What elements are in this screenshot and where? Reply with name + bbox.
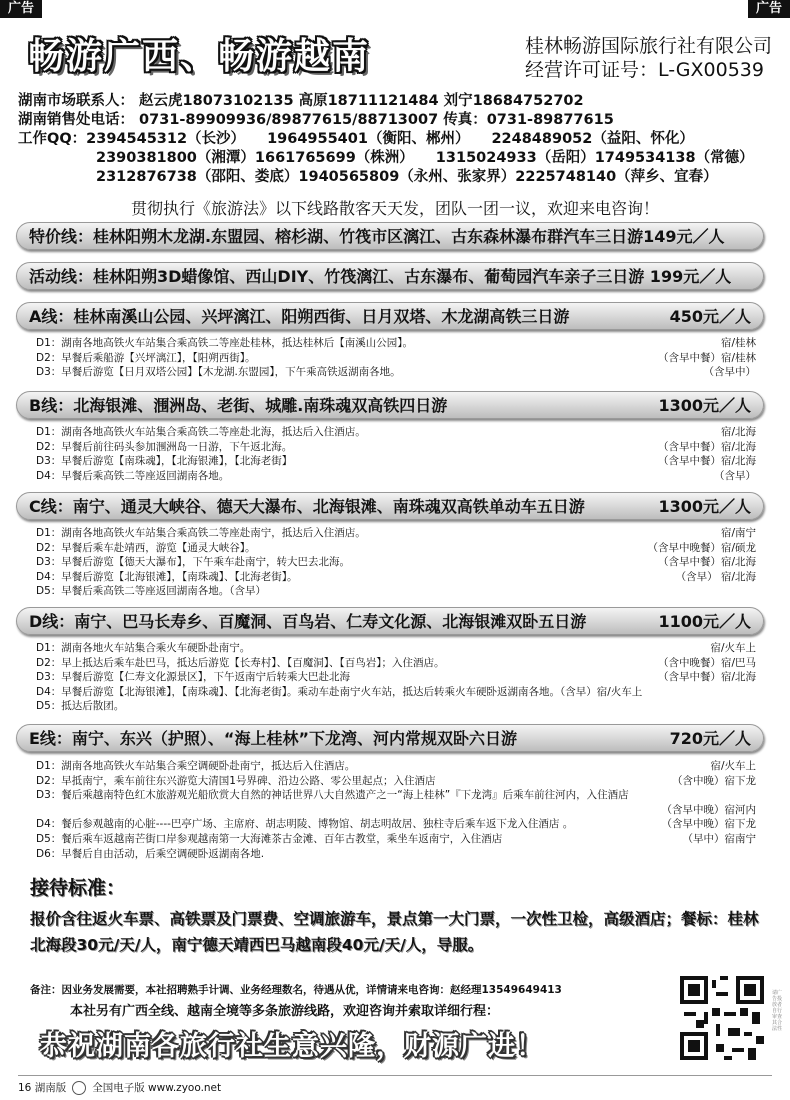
itinerary-e bbox=[36, 759, 756, 861]
itinerary-row: D3：早餐后游览【德天大瀑布】，下午乘车赴南宁，转大巴去北海。 （含早中餐）宿/北海 bbox=[36, 556, 756, 569]
qq-item: 1315024933（岳阳）1749534138（常德） bbox=[435, 150, 754, 166]
qq-row-3 bbox=[18, 168, 772, 187]
route-title: D线：南宁、巴马长寿乡、百魔洞、百鸟岩、仁寿文化源、北海银滩双卧五日游 bbox=[29, 612, 587, 631]
route-title: A线：桂林南溪山公园、兴坪漓江、阳朔西街、日月双塔、木龙湖高铁三日游 bbox=[29, 307, 570, 326]
route-bar-d bbox=[16, 607, 764, 635]
itinerary-a bbox=[36, 336, 756, 380]
memo-line: 备注：因业务发展需要，本社招聘熟手计调、业务经理数名，待遇从优，详情请来电咨询：赵经理13549649413 bbox=[30, 984, 562, 996]
itinerary-row: D4：早餐后乘高铁二等座返回湖南各地。 （含早） bbox=[36, 469, 756, 482]
route-price: 450元／人 bbox=[669, 307, 751, 326]
slogan-title: 畅游广西、畅游越南 bbox=[28, 36, 371, 77]
itinerary-row: D2：早餐后前往码头参加涠洲岛一日游，下午返北海。 （含早中餐）宿/北海 bbox=[36, 440, 756, 453]
itinerary-b bbox=[36, 425, 756, 483]
route-title: E线：南宁、东兴（护照）、“海上桂林”下龙湾、河内常规双卧六日游 bbox=[29, 729, 517, 748]
qq-row-1 bbox=[18, 130, 772, 149]
route-price: 1300元／人 bbox=[658, 396, 751, 415]
itinerary-row: D3：早餐后游览【仁寿文化源景区】，下午返南宁后转乘大巴赴北海 （含早中餐）宿/北海 bbox=[36, 671, 756, 684]
itinerary-row: D3：早餐后游览【日月双塔公园】【木龙湖.东盟园】，下午乘高铁返湖南各地。 （含早中） bbox=[36, 366, 756, 379]
itinerary-c bbox=[36, 526, 756, 599]
qq-item: 1964955401（衡阳、郴州） bbox=[267, 131, 470, 147]
route-bar-b bbox=[16, 391, 764, 419]
route-bar-e bbox=[16, 724, 764, 752]
qr-code-icon[interactable] bbox=[680, 976, 764, 1060]
itinerary-row: D1：湖南各地高铁火车站集合乘高铁二等座赴北海，抵达后入住酒店。 宿/北海 bbox=[36, 426, 756, 438]
itinerary-row: D4：早餐后游览【北海银滩】，【南珠魂】、【北海老街】。 （含早） 宿/北海 bbox=[36, 570, 756, 583]
route-title: 特价线：桂林阳朔木龙湖.东盟园、榕杉湖、竹筏市区漓江、古东森林瀑布群汽车三日游149元／人 bbox=[29, 227, 725, 246]
qq-item: 2248489052（益阳、怀化） bbox=[491, 131, 694, 147]
more-routes-line: 本社另有广西全线、越南全境等多条旅游线路，欢迎咨询并索取详细行程： bbox=[70, 1004, 500, 1019]
route-bar-a bbox=[16, 302, 764, 330]
standard-text: 报价含往返火车票、高铁票及门票费、空调旅游车，景点第一大门票，一次性卫检，高级酒店；餐标：桂林北海段30元/天/人，南宁德天靖西巴马越南段40元/天/人，导服。 bbox=[30, 910, 759, 954]
standard-title: 接待标准： bbox=[30, 877, 126, 899]
side-disclaimer: 请广告投放者自行审查其合法性 bbox=[772, 990, 783, 1032]
qq-item: 2312876738（邵阳、娄底）1940565809（永州、张家界）2225748140（萍乡、宜春） bbox=[96, 169, 718, 185]
itinerary-row: D6：早餐后自由活动，后乘空调硬卧返湖南各地. bbox=[36, 847, 265, 860]
office-phone: 湖南销售处电话： 0731-89909936/89877615/88713007 传真：0731-89877615 bbox=[18, 112, 614, 128]
market-contacts: 湖南市场联系人： 赵云虎18073102135 高原18711121484 刘宁18684752702 bbox=[18, 93, 584, 109]
route-title: C线：南宁、通灵大峡谷、德天大瀑布、北海银滩、南珠魂双高铁单动车五日游 bbox=[29, 497, 585, 516]
congrats-banner: 恭祝湖南各旅行社生意兴隆，财源广进！ bbox=[40, 1031, 544, 1062]
route-price: 720元／人 bbox=[669, 729, 751, 748]
itinerary-row: D1：湖南各地高铁火车站集合乘高铁二等座赴南宁，抵达后入住酒店。 宿/南宁 bbox=[36, 527, 756, 539]
ad-tag-left: 广告 bbox=[0, 0, 42, 18]
qq-item: 2390381800（湘潭）1661765699（株洲） bbox=[96, 150, 414, 166]
itinerary-row: D1：湖南各地火车站集合乘火车硬卧赴南宁。 宿/火车上 bbox=[36, 642, 756, 654]
itinerary-row: D2：早抵南宁，乘车前往东兴游览大清国1号界碑、沿边公路、零公里起点；入住酒店 （含中晚）宿下龙 bbox=[36, 774, 756, 787]
itinerary-d bbox=[36, 641, 756, 714]
route-price: 1300元／人 bbox=[658, 497, 751, 516]
company-name: 桂林畅游国际旅行社有限公司 bbox=[524, 35, 772, 57]
route-price: 1100元／人 bbox=[658, 612, 751, 631]
qq-row-2 bbox=[18, 149, 772, 168]
itinerary-row: D5：餐后乘车返越南芒街口岸参观越南第一大海滩茶古金滩、百年古教堂，乘坐车返南宁，入住酒店 （早中）宿南宁 bbox=[36, 832, 756, 845]
qq-item: 2394545312（长沙） bbox=[86, 131, 246, 147]
itinerary-row: D5：抵达后散团。 bbox=[36, 700, 125, 713]
itinerary-row: D5：早餐后乘高铁二等座返回湖南各地。（含早） bbox=[36, 585, 267, 598]
footer bbox=[18, 1075, 772, 1095]
itinerary-row: D3：餐后乘越南特色红木旅游观光船欣赏大自然的神话世界八大自然遗产之一“海上桂林”『下龙湾』后乘车前往河内，入住酒店 bbox=[36, 789, 629, 802]
route-title: B线：北海银滩、涠洲岛、老街、城雕.南珠魂双高铁四日游 bbox=[29, 396, 448, 415]
itinerary-row: D3：早餐后游览【南珠魂】，【北海银滩】，【北海老街】 （含早中餐）宿/北海 bbox=[36, 455, 756, 468]
route-title: 活动线：桂林阳朔3D蜡像馆、西山DIY、竹筏漓江、古东瀑布、葡萄园汽车亲子三日游 199元／人 bbox=[29, 267, 732, 286]
site-url[interactable]: 全国电子版 www.zyoo.net bbox=[92, 1082, 222, 1094]
site-logo-icon bbox=[72, 1081, 86, 1095]
license-number: 经营许可证号：L-GX00539 bbox=[524, 59, 764, 81]
itinerary-row: D1：湖南各地高铁火车站集合乘空调硬卧赴南宁，抵达后入住酒店。 宿/火车上 bbox=[36, 760, 756, 772]
ad-tag-right: 广告 bbox=[748, 0, 790, 18]
itinerary-row: D2：早餐后乘车赴靖西，游览【通灵大峡谷】。 （含早中晚餐）宿/硕龙 bbox=[36, 541, 756, 554]
qq-label: 工作QQ： bbox=[18, 131, 87, 147]
itinerary-row: D1：湖南各地高铁火车站集合乘高铁二等座赴桂林，抵达桂林后【南溪山公园】。 宿/桂林 bbox=[36, 337, 756, 349]
contacts bbox=[18, 92, 772, 187]
itinerary-row: （含早中晚）宿河内 bbox=[661, 803, 756, 816]
company-block bbox=[525, 34, 772, 82]
itinerary-row: D4：早餐后游览【北海银滩】，【南珠魂】、【北海老街】。乘动车赴南宁火车站，抵达后转乘火车硬卧返湖南各地。（含早）宿/火车上 bbox=[36, 685, 643, 698]
itinerary-row: D2：早上抵达后乘车赴巴马，抵达后游览【长寿村】、【百魔洞】、【百鸟岩】；入住酒店。 （含中晚餐）宿/巴马 bbox=[36, 656, 756, 669]
route-bar-activity bbox=[16, 262, 764, 290]
page-number: 16 湖南版 bbox=[18, 1082, 67, 1094]
header bbox=[18, 20, 772, 90]
itinerary-row: D2：早餐后乘船游【兴坪漓江】，【阳朔西街】。 （含早中餐）宿/桂林 bbox=[36, 351, 756, 364]
itinerary-row: D4：餐后参观越南的心脏----巴亭广场、主席府、胡志明陵、博物馆、胡志明故居、独柱寺后乘车返下龙入住酒店 。 （含早中晚）宿下龙 bbox=[36, 818, 756, 831]
route-bar-special bbox=[16, 222, 764, 250]
notice-line: 贯彻执行《旅游法》以下线路散客天天发，团队一团一议，欢迎来电咨询！ bbox=[130, 199, 659, 218]
route-bar-c bbox=[16, 492, 764, 520]
